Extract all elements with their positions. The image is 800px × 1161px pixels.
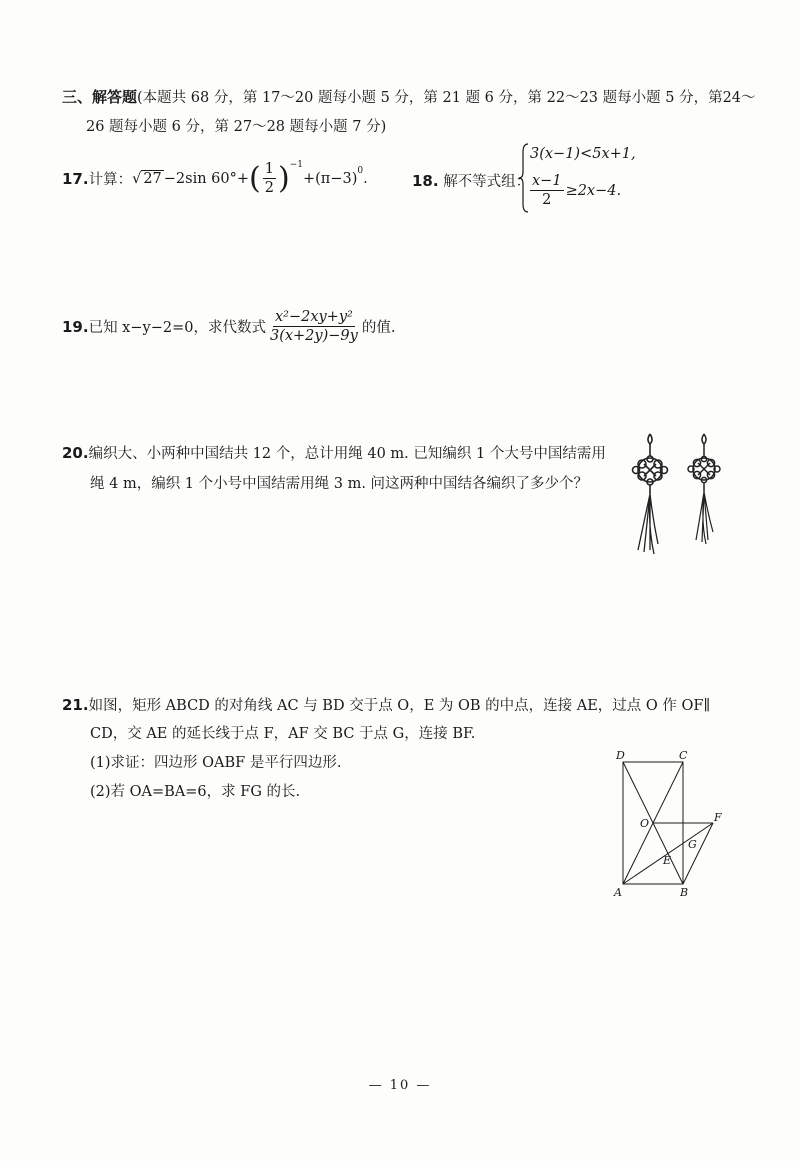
section-desc-line1: (本题共 68 分，第 17～20 题每小题 5 分，第 21 题 6 分，第 22～23 题每小题 5 分，第24～ xyxy=(137,90,756,106)
q18-inequality-2 xyxy=(528,172,621,209)
q17-prefix: 计算： xyxy=(88,172,133,189)
q17-sqrt-value: 27 xyxy=(143,171,162,188)
q19-frac-num: x²−2xy+y² xyxy=(273,308,355,327)
q18-frac-num: x−1 xyxy=(530,172,564,191)
label-d: D xyxy=(616,749,625,762)
q18-prefix: 解不等式组： xyxy=(443,174,531,190)
q17-exponent: −1 xyxy=(289,160,303,170)
section-header xyxy=(62,86,756,107)
q21-line1 xyxy=(62,694,710,715)
q20-line2: 绳 4 m，编织 1 个小号中国结需用绳 3 m. 问这两种中国结各编织了多少个？ xyxy=(90,476,589,492)
q18-frac-den: 2 xyxy=(542,192,552,209)
page-number: — 10 — xyxy=(368,1078,432,1093)
section-desc-line2: 26 题每小题 6 分，第 27～28 题每小题 7 分) xyxy=(86,119,387,135)
label-g: G xyxy=(688,838,697,851)
q21-part1: (1)求证：四边形 OABF 是平行四边形. xyxy=(90,755,342,771)
q19-frac-den: 3(x+2y)−9y xyxy=(269,328,358,345)
q19-tail: 的值. xyxy=(361,320,396,337)
question-17 xyxy=(62,160,368,197)
q21-text-line1: 如图，矩形 ABCD 的对角线 AC 与 BD 交于点 O，E 为 OB 的中点，连接 AE，过点 O 作 OF∥ xyxy=(88,698,711,714)
q20-line1 xyxy=(62,442,606,463)
label-f: F xyxy=(714,811,722,824)
q17-fraction xyxy=(263,160,276,197)
q19-prefix: 已知 x−y−2=0，求代数式 xyxy=(88,320,266,337)
q17-exponent-zero: 0 xyxy=(357,166,364,176)
q18-fraction xyxy=(530,172,564,209)
q17-frac-den: 2 xyxy=(264,180,274,197)
q18-label xyxy=(412,170,530,191)
q18-inequality-1: 3(x−1)<5x+1, xyxy=(530,146,636,162)
q17-part2: −2sin 60°+ xyxy=(163,170,250,187)
right-paren: ) xyxy=(278,160,290,196)
q17-tail: . xyxy=(363,170,368,187)
q21-line2: CD，交 AE 的延长线于点 F，AF 交 BC 于点 G，连接 BF. xyxy=(90,726,476,742)
geometry-figure xyxy=(606,746,736,904)
q19-fraction xyxy=(268,308,360,345)
question-19 xyxy=(62,308,395,345)
q17-frac-num: 1 xyxy=(263,160,276,179)
q18-line2-tail: ≥2x−4. xyxy=(565,182,622,199)
chinese-knots-illustration xyxy=(620,432,735,557)
label-a: A xyxy=(614,886,622,899)
sqrt-symbol: √ xyxy=(132,170,142,187)
q17-number: 17. xyxy=(62,169,89,188)
section-title: 三、解答题 xyxy=(62,88,138,106)
chinese-knot-small xyxy=(688,434,720,544)
label-o: O xyxy=(640,817,650,830)
segment-bf xyxy=(683,823,713,884)
q19-number: 19. xyxy=(62,317,89,336)
q20-number: 20. xyxy=(62,444,89,462)
label-e: E xyxy=(663,854,672,867)
q21-number: 21. xyxy=(62,696,89,714)
left-paren: ( xyxy=(249,160,261,196)
label-c: C xyxy=(679,749,688,762)
q18-number: 18. xyxy=(412,172,439,190)
q20-text-line1: 编织大、小两种中国结共 12 个，总计用绳 40 m. 已知编织 1 个大号中国结需用 xyxy=(88,446,606,462)
label-b: B xyxy=(680,886,689,899)
chinese-knot-large xyxy=(633,434,668,554)
q17-part3: +(π−3) xyxy=(303,170,358,187)
q21-part2: (2)若 OA=BA=6，求 FG 的长. xyxy=(90,784,301,800)
